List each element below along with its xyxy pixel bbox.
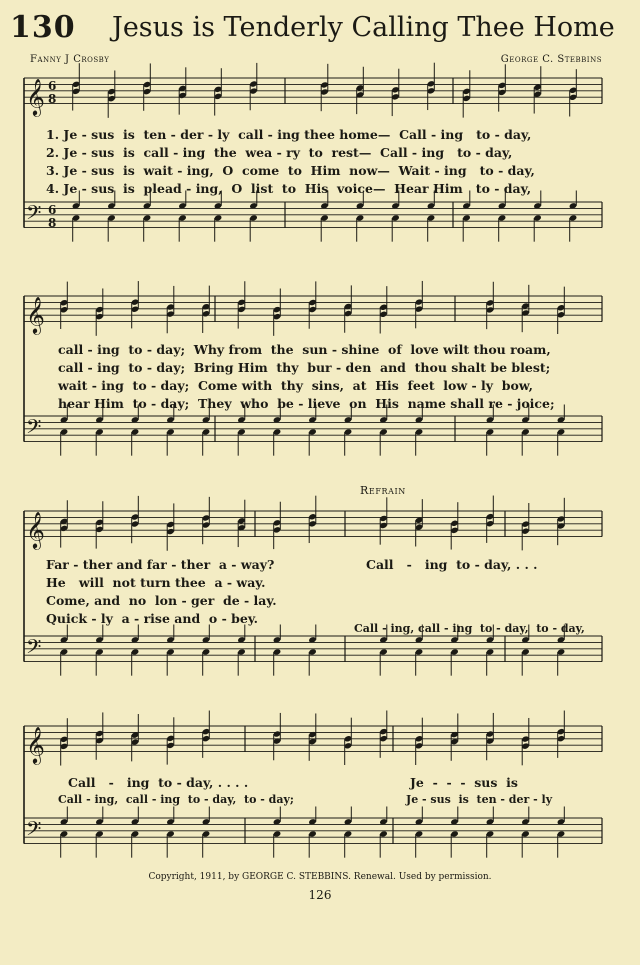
- verse-2-line-2: call - ing to - day; Bring Him thy bur - den and thou shalt be blest;: [58, 360, 551, 375]
- hymn-number: 130: [10, 10, 76, 45]
- bass-clef-icon: 𝄢: [26, 635, 42, 664]
- treble-clef-icon: 𝄞: [26, 510, 45, 549]
- hymn-author: Fanny J Crosby: [30, 54, 110, 65]
- hymn-composer: George C. Stebbins: [500, 54, 602, 65]
- verse-1-line-3: Far - ther and far - ther a - way?: [46, 557, 275, 572]
- page-number: 126: [308, 888, 332, 902]
- verse-2-line-1: 2. Je - sus is call - ing the wea - ry to rest— Call - ing to - day,: [46, 145, 513, 160]
- refrain-upper-line-1: Call - ing to - day, . . .: [366, 557, 538, 572]
- time-signature-top: 6: [48, 79, 57, 93]
- refrain-label: Refrain: [360, 484, 406, 497]
- verse-4-line-3: Quick - ly a - rise and o - bey.: [46, 611, 259, 626]
- verse-1-line-2: call - ing to - day; Why from the sun - shine of love wilt thou roam,: [58, 342, 551, 357]
- refrain-upper-line-3: Je - - - sus is: [410, 775, 518, 790]
- treble-clef-icon: 𝄞: [26, 725, 45, 764]
- verse-2-line-3: He will not turn thee a - way.: [46, 575, 266, 590]
- time-signature-bottom: 8: [48, 92, 57, 106]
- refrain-lower-line-3: Je - sus is ten - der - ly: [406, 793, 553, 806]
- bass-clef-icon: 𝄢: [26, 817, 42, 846]
- refrain-upper-line-2: Call - ing to - day, . . . .: [68, 775, 249, 790]
- verse-1-line-1: 1. Je - sus is ten - der - ly call - ing thee home— Call - ing to - day,: [46, 127, 532, 142]
- refrain-lower-line-2: Call - ing, call - ing to - day, to - day;: [58, 793, 294, 806]
- verse-3-line-3: Come, and no lon - ger de - lay.: [46, 593, 277, 608]
- time-signature-top: 6: [48, 203, 57, 217]
- verse-3-line-1: 3. Je - sus is wait - ing, O come to Him now— Wait - ing to - day,: [46, 163, 535, 178]
- copyright-notice: Copyright, 1911, by GEORGE C. STEBBINS. Renewal. Used by permission.: [148, 872, 492, 882]
- refrain-lower-line-1: Call - ing, call - ing to - day, to - day,: [354, 622, 585, 635]
- verse-4-line-1: 4. Je - sus is plead - ing, O list to His voice— Hear Him to - day,: [46, 181, 532, 196]
- treble-clef-icon: 𝄞: [26, 77, 45, 116]
- verse-3-line-2: wait - ing to - day; Come with thy sins, at His feet low - ly bow,: [58, 378, 533, 393]
- time-signature-bottom: 8: [48, 216, 57, 230]
- hymn-title: Jesus is Tenderly Calling Thee Home: [112, 12, 615, 43]
- treble-clef-icon: 𝄞: [26, 295, 45, 334]
- verse-4-line-2: hear Him to - day; They who be - lieve on His name shall re - joice;: [58, 396, 555, 411]
- bass-clef-icon: 𝄢: [26, 201, 42, 230]
- bass-clef-icon: 𝄢: [26, 415, 42, 444]
